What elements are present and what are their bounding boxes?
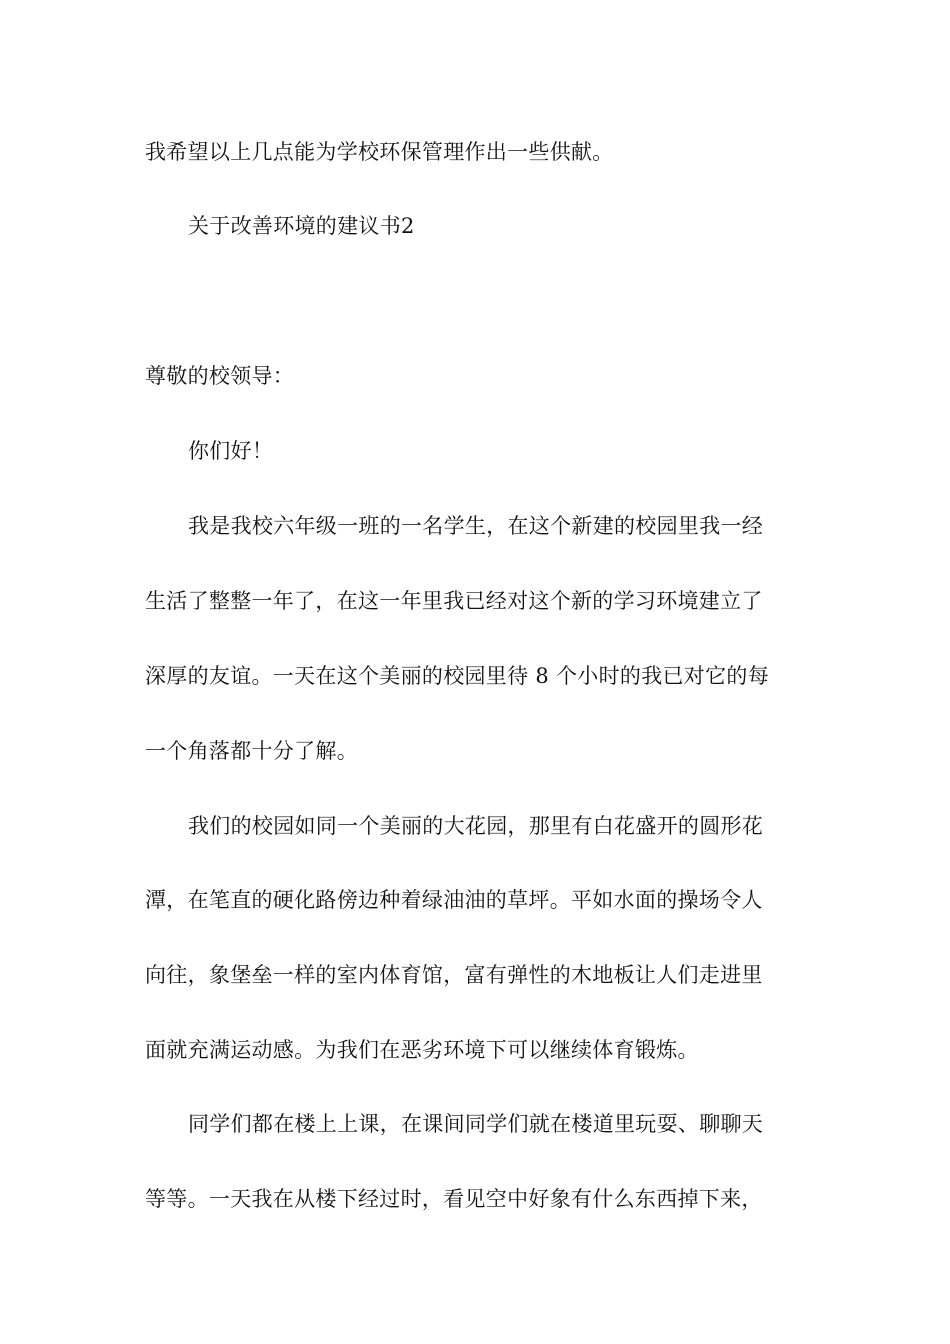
closing-sentence: 我希望以上几点能为学校环保管理作出一些供献。: [145, 140, 614, 164]
paragraph-line: 面就充满运动感。为我们在恶劣环境下可以继续体育锻炼。: [145, 1038, 699, 1062]
salutation: 尊敬的校领导：: [145, 364, 295, 388]
paragraph-line: 生活了整整一年了，在这一年里我已经对这个新的学习环境建立了: [145, 589, 763, 613]
paragraph-line: 同学们都在楼上上课，在课间同学们就在楼道里玩耍、聊聊天: [188, 1112, 764, 1136]
paragraph-line: 潭，在笔直的硬化路傍边种着绿油油的草坪。平如水面的操场令人: [145, 888, 763, 912]
paragraph-line: 一个角落都十分了解。: [145, 739, 358, 763]
paragraph-line: 等等。一天我在从楼下经过时，看见空中好象有什么东西掉下来，: [145, 1187, 763, 1211]
paragraph-line: 深厚的友谊。一天在这个美丽的校园里待 8 个小时的我已对它的每: [145, 664, 770, 688]
paragraph-line: 我是我校六年级一班的一名学生，在这个新建的校园里我一经: [188, 514, 764, 538]
greeting: 你们好！: [188, 439, 274, 463]
section-title: 关于改善环境的建议书2: [188, 214, 415, 238]
paragraph-line: 向往，象堡垒一样的室内体育馆，富有弹性的木地板让人们走进里: [145, 963, 763, 987]
paragraph-line: 我们的校园如同一个美丽的大花园，那里有白花盛开的圆形花: [188, 814, 764, 838]
